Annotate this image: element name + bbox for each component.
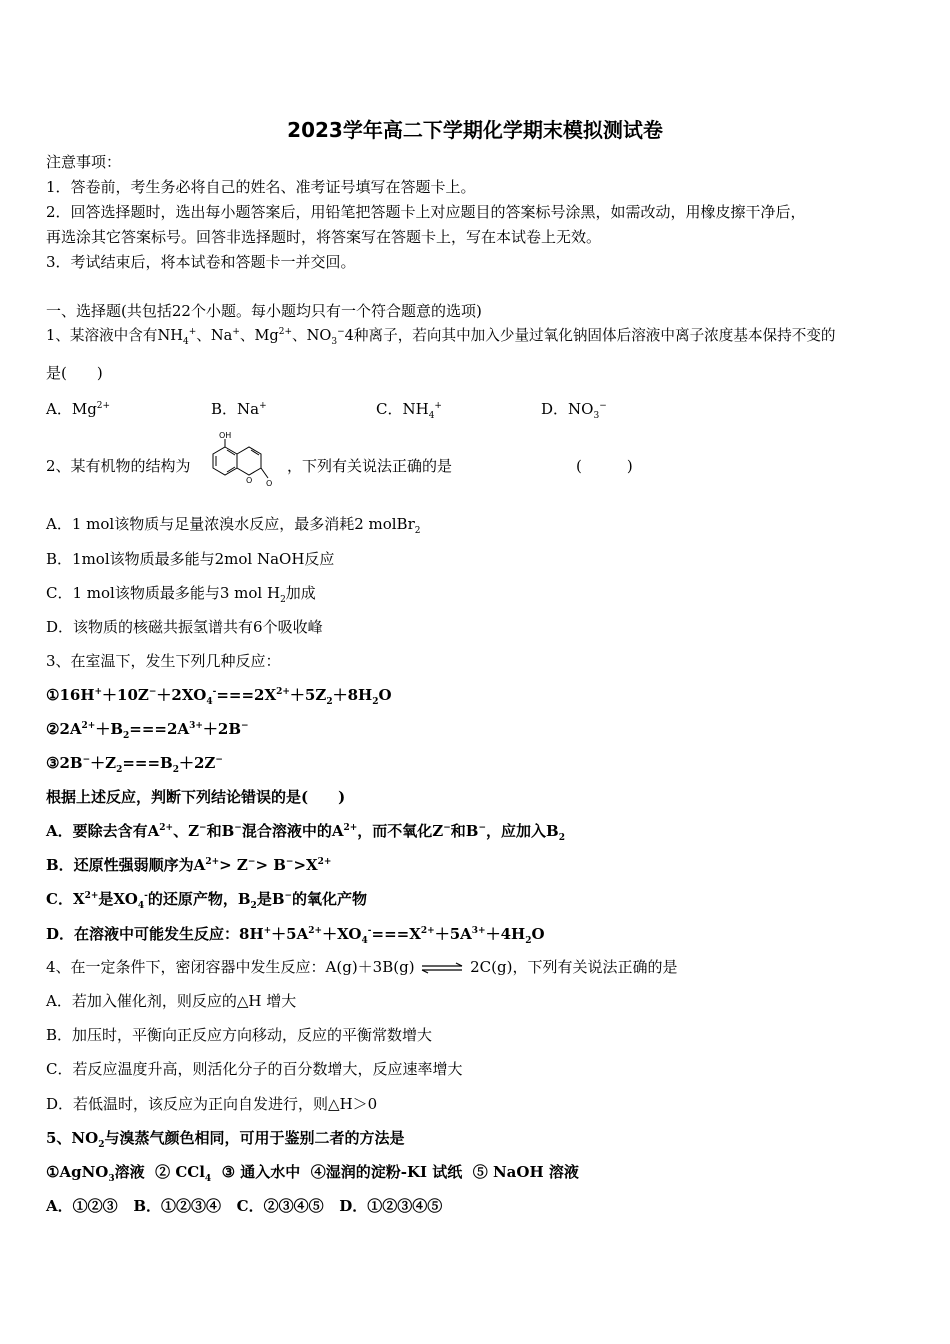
q5-option-d: D．①②③④⑤ [339,1197,443,1215]
q5-option-c: C．②③④⑤ [236,1197,324,1215]
q4-stem: 4、在一定条件下，密闭容器中发生反应：A(g)＋3B(g) 2C(g)，下列有关说法正确的是 [46,958,678,976]
q1-stem: 1、某溶液中含有$NH_4^+$、Na+、$Mg^{2+}$、$NO_3^-4$种离子，若向其中加入少量过氧化钠固体后溶液中离子浓度基本保持不变的 [46,327,836,347]
q1-option-c: C．$NH_4^+$ [376,400,442,421]
svg-text:O: O [246,476,253,485]
q5-option-b: B．①②③④ [133,1197,221,1215]
notice-heading: 注意事项： [46,153,122,171]
q4-option-c: C．若反应温度升高，则活化分子的百分数增大，反应速率增大 [46,1060,463,1078]
q2-option-b: B．1mol该物质最多能与2mol NaOH反应 [46,550,335,568]
notice-item-2-cont: 再选涂其它答案标号。回答非选择题时，将答案写在答题卡上，写在本试卷上无效。 [46,228,602,246]
q2-option-a: A．1 mol该物质与足量浓溴水反应，最多消耗2 molBr$_2$ [46,515,421,536]
q5-option-a: A．①②③ [46,1197,118,1215]
q4-option-d: D．若低温时，该反应为正向自发进行，则△H＞0 [46,1095,378,1113]
q2-option-c: C．1 mol该物质最多能与3 mol $H_2$加成 [46,584,316,605]
svg-text:O: O [266,479,273,488]
q4-option-b: B．加压时，平衡向正反应方向移动，反应的平衡常数增大 [46,1026,433,1044]
equilibrium-arrow-icon [419,962,465,974]
q1-option-a: A．$Mg^{2+}$ [46,400,111,418]
q5-stem: 5、$NO_2$与溴蒸气颜色相同，可用于鉴别二者的方法是 [46,1129,405,1150]
q1-option-b: B．Na+ [211,400,267,418]
q5-method-3: ③ 通入水中 [221,1163,301,1181]
q3-option-d: D．在溶液中可能发生反应：$8H^++5A^{2+}+XO_4^-===X^{2+}+5A^{3+}+4H_2O$ [46,925,545,946]
q3-option-c: C．$X^{2+}$是$XO_4^-$的还原产物，$B_2$是B−的氧化产物 [46,890,368,911]
q2-option-d: D．该物质的核磁共振氢谱共有6个吸收峰 [46,618,323,636]
notice-item-2: 2．回答选择题时，选出每小题答案后，用铅笔把答题卡上对应题目的答案标号涂黑，如需改动，用橡皮擦干净后， [46,203,806,221]
q5-method-1: ①AgNO$_3$溶液 [46,1163,145,1184]
q3-option-a: A．要除去含有$A^{2+}$、Z−和B−混合溶液中的$A^{2+}$，而不氧化Z−和B−，应加入$B_2$ [46,822,565,843]
q1-option-d: D．$NO_3^-$ [541,400,607,421]
q3-reaction-2: $②2A^{2+}+B_2===2A^{3+}+2B^-$ [46,720,249,741]
coumarin-structure-diagram [205,430,285,488]
q2-stem-prefix: 2、某有机物的结构为 [46,457,191,475]
q5-methods [46,1163,579,1184]
q5-method-4: ④湿润的淀粉-KI 试纸 [310,1163,463,1181]
notice-item-3: 3．考试结束后，将本试卷和答题卡一并交回。 [46,253,356,271]
q1-stem-line2: 是( ) [46,364,103,382]
q5-options [46,1197,442,1215]
q3-ask: 根据上述反应，判断下列结论错误的是( ) [46,788,346,806]
q2-stem-suffix: ，下列有关说法正确的是 [287,457,453,475]
q4-option-a: A．若加入催化剂，则反应的△H 增大 [46,992,297,1010]
q5-method-5: ⑤ NaOH 溶液 [472,1163,579,1181]
section-heading: 一、选择题(共包括22个小题。每小题均只有一个符合题意的选项) [46,302,482,320]
svg-text:OH: OH [219,431,232,440]
q2-answer-paren: ( ) [576,457,633,475]
page-title: 2023学年高二下学期化学期末模拟测试卷 [287,118,663,142]
q3-reaction-3: $③2B^-+Z_2===B_2+2Z^-$ [46,754,223,775]
q5-method-2: ② CCl$_4$ [155,1163,212,1184]
q3-reaction-1: $①16H^++10Z^-+2XO_4^-===2X^{2+}+5Z_2+8H_2O$ [46,686,392,707]
notice-item-1: 1．答卷前，考生务必将自己的姓名、准考证号填写在答题卡上。 [46,178,476,196]
q3-option-b: B．还原性强弱顺序为$A^{2+}> Z^-> B^->X^{2+}$ [46,856,332,874]
q3-stem: 3、在室温下，发生下列几种反应： [46,652,281,670]
